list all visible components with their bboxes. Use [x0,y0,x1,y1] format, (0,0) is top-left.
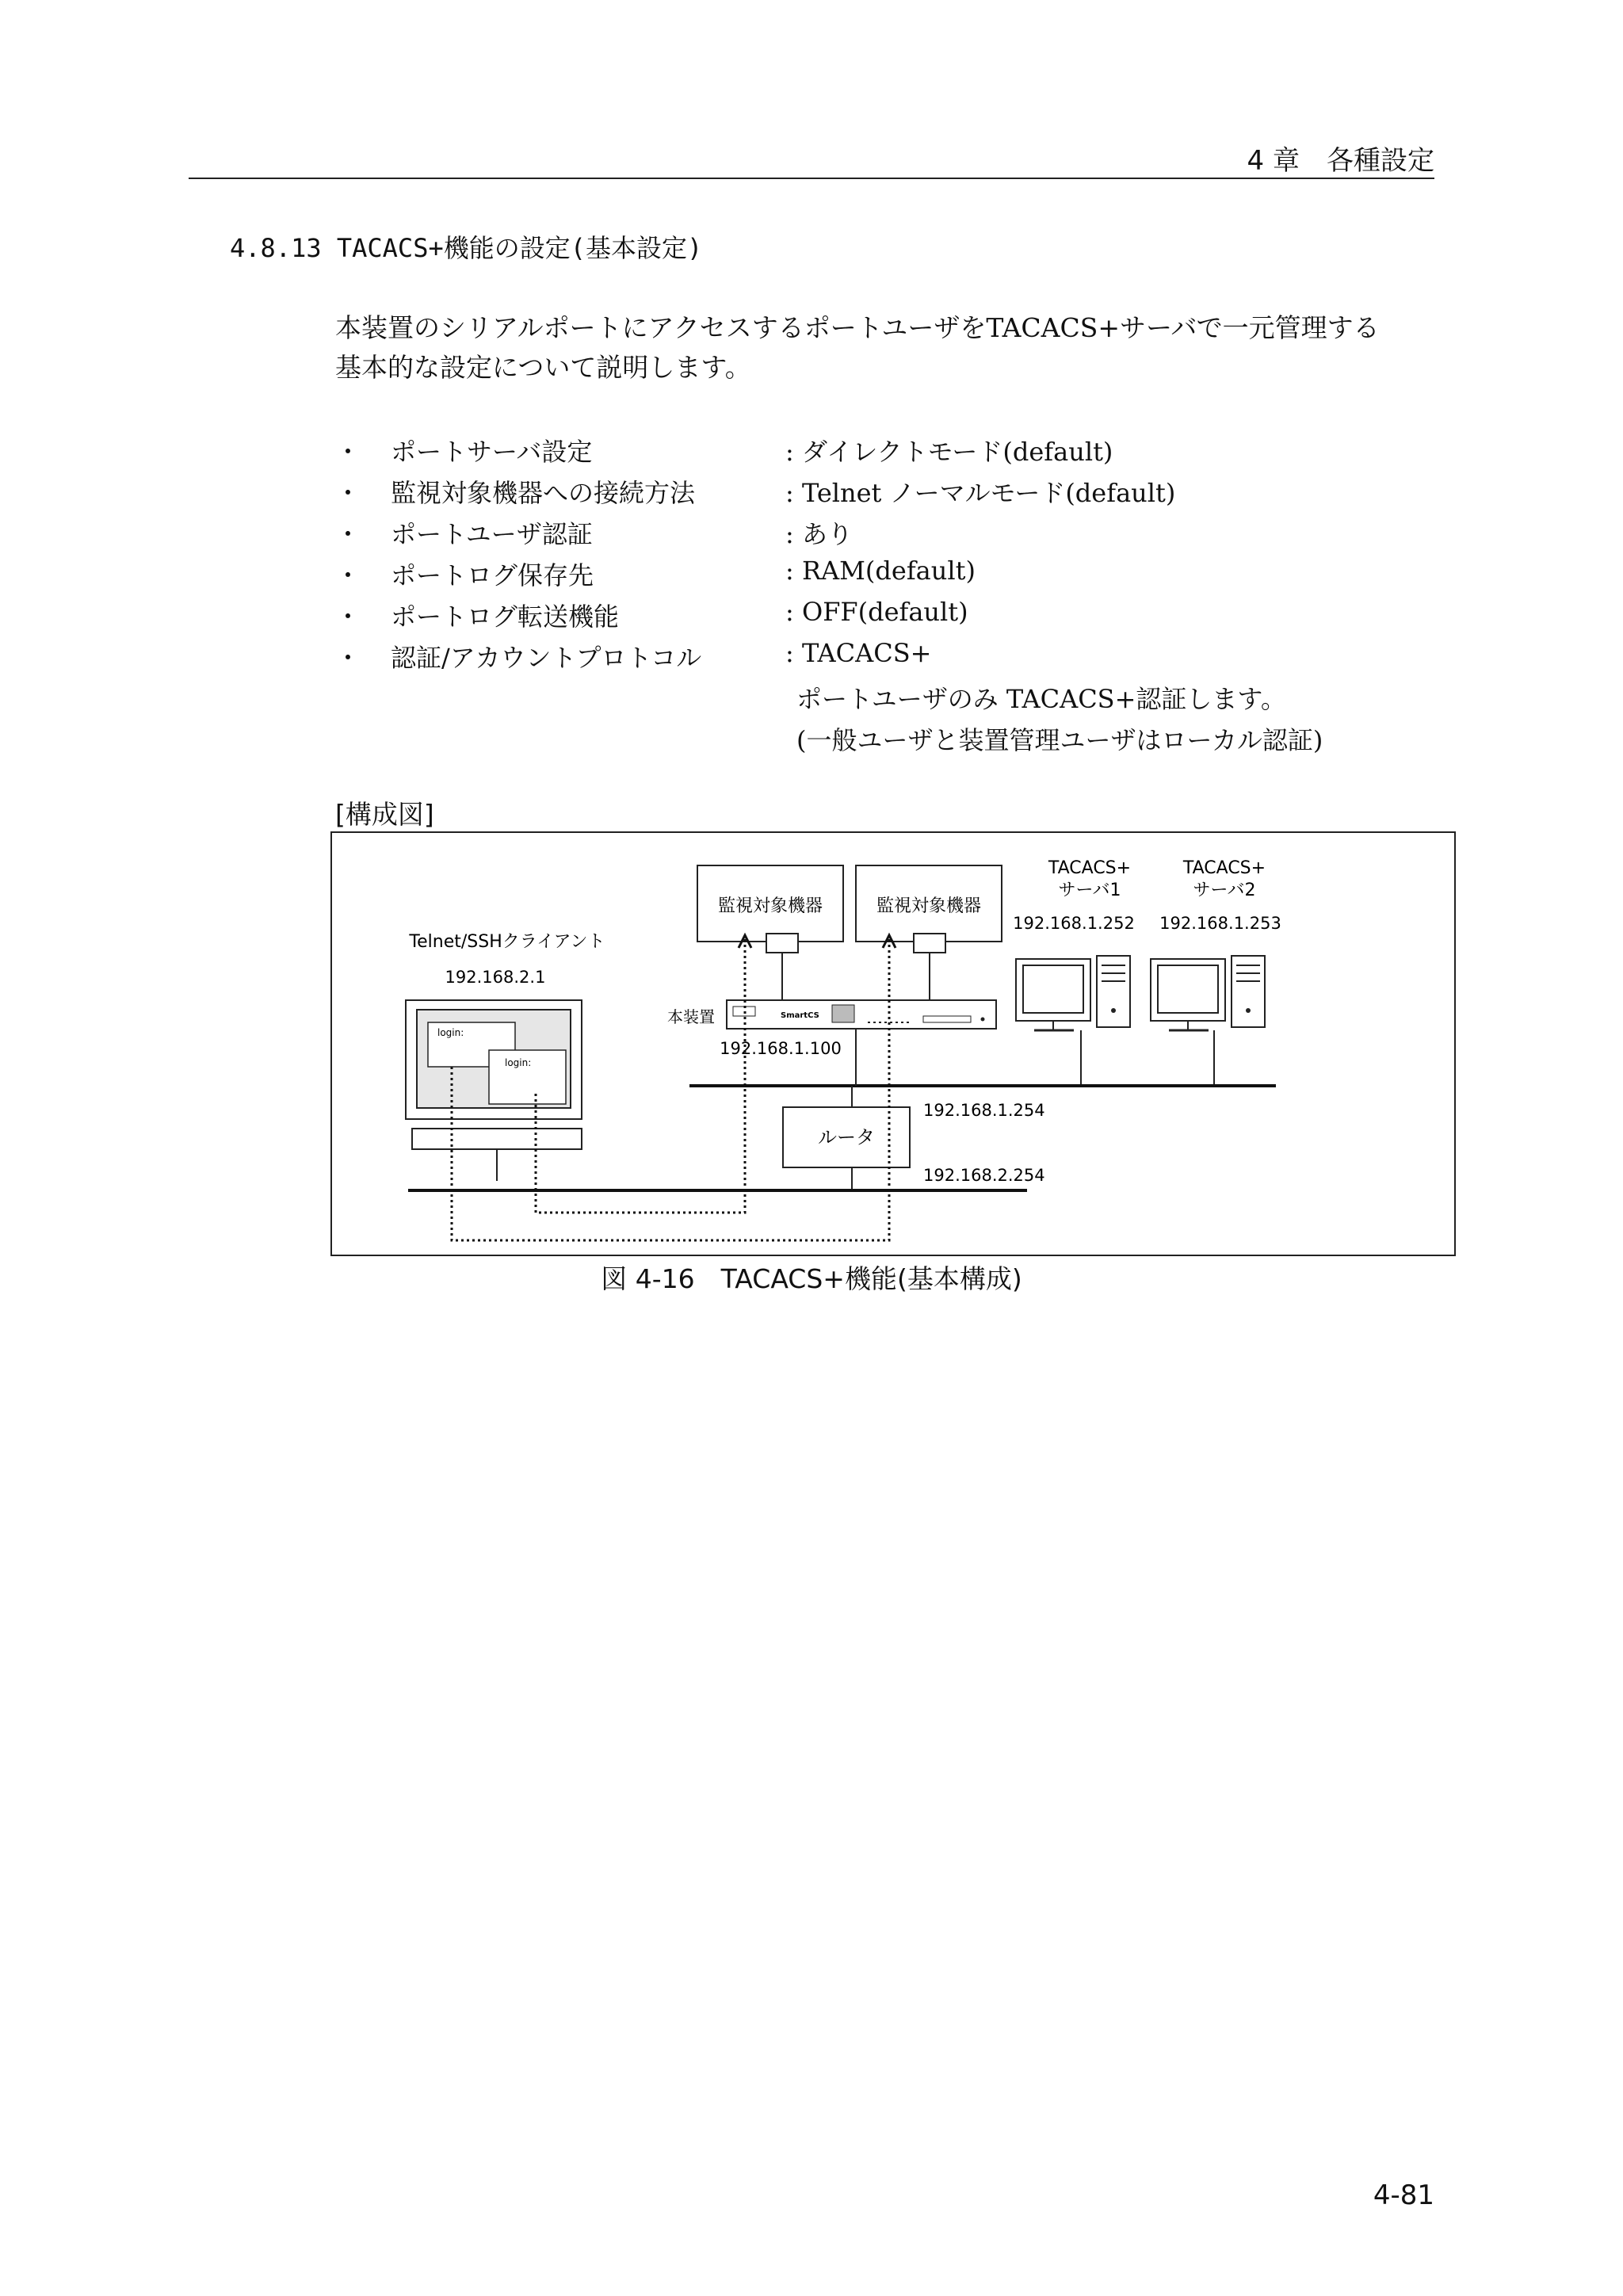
bullet: ・ [335,560,361,590]
device-brand: SmartCS [781,1011,819,1020]
chapter-header: 4 章 各種設定 [1247,145,1434,177]
server1-sub: サーバ1 [1058,881,1121,900]
monitored-device-2 [856,865,1002,953]
server1-ip: 192.168.1.252 [1013,914,1135,933]
serial-port-icon [914,934,945,953]
monitored-device-1 [697,865,843,953]
server1-title: TACACS+ [1048,858,1132,878]
diagram-label: [構成図] [335,799,434,830]
intro-line-2: 基本的な設定について説明します。 [335,352,751,383]
figure-caption: 図 4-16 TACACS+機能(基本構成) [601,1263,1022,1294]
setting-note-line-2: (一般ユーザと装置管理ユーザはローカル認証) [796,725,1323,755]
setting-value: : OFF(default) [785,597,968,627]
bullet: ・ [335,519,361,549]
setting-value: : ダイレクトモード(default) [785,437,1113,467]
bullet: ・ [335,602,361,632]
setting-value: : RAM(default) [785,556,976,586]
client-ip: 192.168.2.1 [445,968,546,987]
setting-value: : あり [785,519,853,549]
monitored-device-1-label: 監視対象機器 [717,896,823,916]
device-ip: 192.168.1.100 [720,1039,842,1058]
client-title: Telnet/SSHクライアント [409,932,605,952]
serial-port-icon [766,934,798,953]
router-ip-upper: 192.168.1.254 [923,1101,1045,1120]
login-prompt-2: login: [505,1057,532,1068]
smartcs-device-icon [727,1000,996,1029]
setting-label: ポートユーザ認証 [391,519,593,549]
login-prompt-1: login: [437,1027,464,1038]
page-number: 4-81 [1373,2179,1434,2211]
setting-label: 監視対象機器への接続方法 [391,478,696,508]
setting-value: : Telnet ノーマルモード(default) [785,478,1176,508]
setting-label: ポートログ転送機能 [391,602,620,632]
server2-sub: サーバ2 [1193,881,1256,900]
server2-title: TACACS+ [1182,858,1266,878]
setting-value: : TACACS+ [785,638,932,668]
client-monitor-icon [406,1000,582,1181]
bullet: ・ [335,437,361,467]
bullet: ・ [335,643,361,673]
setting-label: ポートサーバ設定 [391,437,593,467]
device-label: 本装置 [667,1007,715,1026]
setting-label: ポートログ保存先 [391,560,594,590]
intro-line-1: 本装置のシリアルポートにアクセスするポートユーザをTACACS+サーバで一元管理する [335,312,1380,343]
section-heading: 4.8.13 TACACS+機能の設定(基本設定) [230,233,703,263]
setting-label: 認証/アカウントプロトコル [391,643,702,673]
bullet: ・ [335,478,361,508]
router-label: ルータ [818,1126,875,1148]
setting-note-line-1: ポートユーザのみ TACACS+認証します。 [796,684,1286,714]
server2-computer-icon [1151,956,1265,1030]
server2-ip: 192.168.1.253 [1159,914,1281,933]
router-ip-lower: 192.168.2.254 [923,1166,1045,1185]
monitored-device-2-label: 監視対象機器 [876,896,982,916]
server1-computer-icon [1016,956,1130,1030]
